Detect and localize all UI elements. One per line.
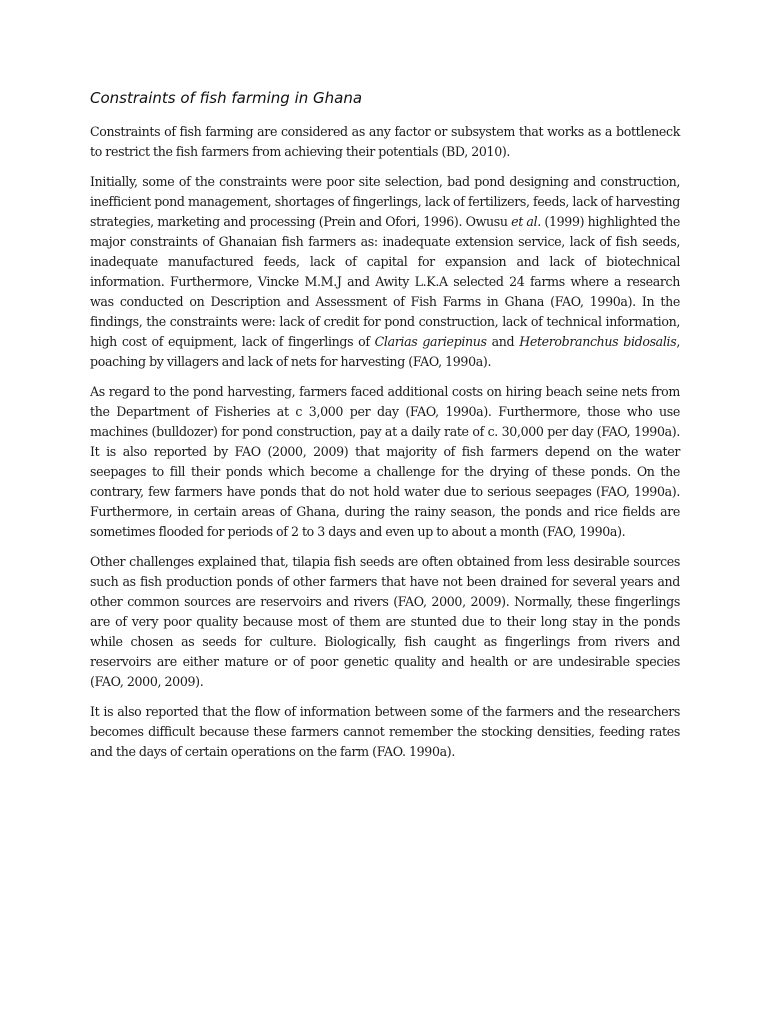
italic-species-clarias: Clarias gariepinus	[374, 334, 487, 349]
paragraph-pond-harvesting	[90, 382, 680, 542]
paragraph-text: and	[486, 334, 520, 349]
paragraph-text: Initially, some of the constraints were poor site selection, bad pond designing and construction, inefficient pond management, shortages of fingerlings, lack of fertilizers, feeds, lack of harvesting strategies, marketing and processing (Prein and Ofori, 1996). Owusu	[90, 174, 680, 229]
paragraph-text: (1999) highlighted the major constraints of Ghanaian fish farmers as: inadequate extension service, lack of fish seeds, inadequate manufactured feeds, lack of capital for expansion and lack of biotechnical information. Furthermore, Vincke M.M.J and Awity L.K.A selected 24 farms where a research was conducted on Description and Assessment of Fish Farms in Ghana (FAO, 1990a). In the findings, the constraints were: lack of credit for pond construction, lack of technical information, high cost of equipment, lack of fingerlings of	[90, 214, 680, 349]
italic-species-heterobranchus: Heterobranchus bidosalis	[519, 334, 677, 349]
document-page	[90, 88, 680, 772]
paragraph-text: Other challenges explained that, tilapia fish seeds are often obtained from less desirable sources such as fish production ponds of other farmers that have not been drained for several years and other common sources are reservoirs and rivers (FAO, 2000, 2009). Normally, these fingerlings are of very poor quality because most of them are stunted due to their long stay in the ponds while chosen as seeds for culture. Biologically, fish caught as fingerlings from rivers and reservoirs are either mature or of poor genetic quality and health or are undesirable species (FAO, 2000, 2009).	[90, 554, 680, 689]
paragraph-text: , poaching by villagers and lack of nets for harvesting (FAO, 1990a).	[90, 334, 680, 369]
paragraph-information-flow	[90, 702, 680, 762]
paragraph-text: It is also reported that the flow of information between some of the farmers and the researchers becomes difficult because these farmers cannot remember the stocking densities, feeding rates and the days of certain operations on the farm (FAO. 1990a).	[90, 704, 680, 759]
paragraph-initial-constraints	[90, 172, 680, 372]
paragraph-definition	[90, 122, 680, 162]
paragraph-text: As regard to the pond harvesting, farmers faced additional costs on hiring beach seine nets from the Department of Fisheries at c 3,000 per day (FAO, 1990a). Furthermore, those who use machines (bulldozer) for pond construction, pay at a daily rate of c. 30,000 per day (FAO, 1990a). It is also reported by FAO (2000, 2009) that majority of fish farmers depend on the water seepages to fill their ponds which become a challenge for the drying of these ponds. On the contrary, few farmers have ponds that do not hold water due to serious seepages (FAO, 1990a). Furthermore, in certain areas of Ghana, during the rainy season, the ponds and rice fields are sometimes flooded for periods of 2 to 3 days and even up to about a month (FAO, 1990a).	[90, 384, 680, 539]
italic-term-et-al: et al.	[511, 214, 541, 229]
paragraph-other-challenges	[90, 552, 680, 692]
section-heading: Constraints of fish farming in Ghana	[90, 89, 363, 107]
paragraph-text: Constraints of fish farming are considered as any factor or subsystem that works as a bottleneck to restrict the fish farmers from achieving their potentials (BD, 2010).	[90, 124, 680, 159]
